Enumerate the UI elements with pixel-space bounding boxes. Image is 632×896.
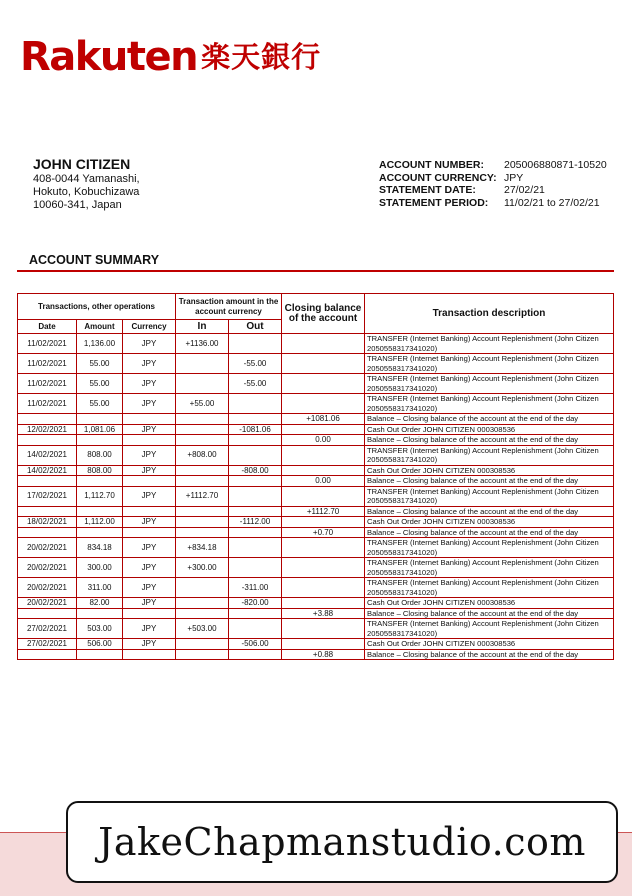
cell-closing-balance [282,334,365,354]
table-row [18,414,614,425]
cell-amount: 506.00 [77,639,123,650]
cell-in [176,354,229,374]
statement-period-label: STATEMENT PERIOD: [379,196,489,209]
cell-out: -820.00 [229,598,282,609]
date-header: Date [18,320,77,334]
cell-amount [77,435,123,446]
cell-out: -55.00 [229,374,282,394]
table-row [18,506,614,517]
cell-out: -55.00 [229,354,282,374]
cell-out [229,649,282,660]
table-row [18,486,614,506]
cell-date: 14/02/2021 [18,465,77,476]
cell-closing-balance [282,424,365,435]
in-header: In [176,320,229,334]
cell-out [229,476,282,487]
cell-in: +503.00 [176,619,229,639]
cell-amount: 808.00 [77,445,123,465]
cell-in: +300.00 [176,558,229,578]
cell-closing-balance: 0.00 [282,435,365,446]
cell-amount: 311.00 [77,578,123,598]
cell-closing-balance: +1112.70 [282,506,365,517]
cell-date [18,435,77,446]
table-row [18,538,614,558]
statement-date-value: 27/02/21 [504,184,545,196]
cell-closing-balance [282,465,365,476]
cell-in: +834.18 [176,538,229,558]
cell-date: 11/02/2021 [18,354,77,374]
cell-closing-balance [282,619,365,639]
cell-closing-balance [282,394,365,414]
cell-date: 20/02/2021 [18,578,77,598]
cell-description: Cash Out Order JOHN CITIZEN 000308536 [365,424,614,435]
cell-description: TRANSFER (Internet Banking) Account Replenishment (John Citizen 2050558317341020) [365,538,614,558]
account-number-label: ACCOUNT NUMBER: [379,159,484,171]
cell-amount [77,476,123,487]
cell-currency [123,527,176,538]
table-row [18,476,614,487]
cell-date: 11/02/2021 [18,394,77,414]
cell-in [176,639,229,650]
holder-name: JOHN CITIZEN [33,156,131,172]
cell-out [229,435,282,446]
cell-date: 12/02/2021 [18,424,77,435]
cell-in [176,608,229,619]
cell-amount: 1,112.70 [77,486,123,506]
cell-amount: 82.00 [77,598,123,609]
cell-in [176,517,229,528]
cell-date: 20/02/2021 [18,598,77,609]
cell-closing-balance: +1081.06 [282,414,365,425]
holder-address-line: 10060-341, Japan [33,199,122,211]
cell-currency: JPY [123,558,176,578]
cell-date: 11/02/2021 [18,334,77,354]
account-currency-value: JPY [504,171,524,184]
cell-closing-balance [282,639,365,650]
cell-currency: JPY [123,598,176,609]
cell-closing-balance [282,517,365,528]
cell-date: 14/02/2021 [18,445,77,465]
cell-date: 27/02/2021 [18,639,77,650]
cell-out: -506.00 [229,639,282,650]
cell-in [176,374,229,394]
out-header: Out [229,320,282,334]
cell-currency: JPY [123,334,176,354]
cell-out [229,538,282,558]
holder-address-line: 408-0044 Yamanashi, [33,173,140,185]
cell-closing-balance [282,538,365,558]
account-holder-block [33,156,140,212]
table-row [18,517,614,528]
cell-in: +1112.70 [176,486,229,506]
cell-closing-balance [282,558,365,578]
cell-out: -311.00 [229,578,282,598]
cell-currency [123,476,176,487]
cell-date: 18/02/2021 [18,517,77,528]
cell-in [176,424,229,435]
cell-date: 27/02/2021 [18,619,77,639]
cell-out: -1112.00 [229,517,282,528]
cell-description: TRANSFER (Internet Banking) Account Replenishment (John Citizen 2050558317341020) [365,558,614,578]
account-info-block [379,159,607,209]
cell-amount [77,608,123,619]
cell-in [176,578,229,598]
cell-date [18,608,77,619]
cell-amount [77,414,123,425]
cell-closing-balance: 0.00 [282,476,365,487]
cell-closing-balance: +0.88 [282,649,365,660]
cell-date [18,476,77,487]
table-row [18,527,614,538]
table-row [18,608,614,619]
cell-closing-balance [282,354,365,374]
cell-date [18,414,77,425]
cell-amount: 1,081.06 [77,424,123,435]
cell-currency: JPY [123,578,176,598]
cell-date [18,527,77,538]
holder-address-line: Hokuto, Kobuchizawa [33,186,140,198]
cell-amount: 55.00 [77,394,123,414]
cell-description: Balance – Closing balance of the account at the end of the day [365,414,614,425]
cell-out [229,619,282,639]
account-summary-title: ACCOUNT SUMMARY [29,253,160,267]
cell-in: +808.00 [176,445,229,465]
cell-description: TRANSFER (Internet Banking) Account Replenishment (John Citizen 2050558317341020) [365,354,614,374]
cell-out [229,394,282,414]
cell-description: Balance – Closing balance of the account at the end of the day [365,435,614,446]
cell-description: Cash Out Order JOHN CITIZEN 000308536 [365,639,614,650]
cell-in [176,465,229,476]
cell-out [229,527,282,538]
cell-closing-balance [282,598,365,609]
cell-currency [123,414,176,425]
transactions-group-header: Transactions, other operations [18,294,176,320]
cell-amount: 1,112.00 [77,517,123,528]
cell-currency: JPY [123,639,176,650]
cell-description: Balance – Closing balance of the account at the end of the day [365,506,614,517]
cell-currency [123,435,176,446]
cell-out: -1081.06 [229,424,282,435]
cell-description: Balance – Closing balance of the account at the end of the day [365,608,614,619]
cell-currency [123,649,176,660]
amount-group-header: Transaction amount in the account currency [176,294,282,320]
transactions-body [18,334,614,660]
bank-logo [20,34,321,80]
cell-amount [77,527,123,538]
cell-amount: 55.00 [77,374,123,394]
cell-in: +1136.00 [176,334,229,354]
cell-in [176,527,229,538]
statement-period-value: 11/02/21 to 27/02/21 [504,196,600,209]
table-row [18,619,614,639]
cell-closing-balance [282,486,365,506]
table-row [18,649,614,660]
cell-closing-balance [282,374,365,394]
cell-currency: JPY [123,445,176,465]
table-row [18,354,614,374]
transactions-table [17,293,614,660]
cell-out [229,608,282,619]
cell-description: TRANSFER (Internet Banking) Account Replenishment (John Citizen 2050558317341020) [365,486,614,506]
cell-in [176,649,229,660]
summary-divider [17,270,614,272]
cell-in [176,435,229,446]
logo-latin-text: Rakuten [20,34,198,80]
table-row [18,374,614,394]
cell-description: TRANSFER (Internet Banking) Account Replenishment (John Citizen 2050558317341020) [365,374,614,394]
account-currency-label: ACCOUNT CURRENCY: [379,171,497,184]
table-row [18,445,614,465]
cell-description: Cash Out Order JOHN CITIZEN 000308536 [365,598,614,609]
cell-amount: 503.00 [77,619,123,639]
cell-description: TRANSFER (Internet Banking) Account Replenishment (John Citizen 2050558317341020) [365,578,614,598]
table-row [18,435,614,446]
cell-description: TRANSFER (Internet Banking) Account Replenishment (John Citizen 2050558317341020) [365,334,614,354]
cell-currency: JPY [123,374,176,394]
amount-header: Amount [77,320,123,334]
cell-out [229,558,282,578]
cell-out [229,486,282,506]
cell-amount [77,506,123,517]
cell-date: 20/02/2021 [18,558,77,578]
cell-amount: 1,136.00 [77,334,123,354]
cell-description: Balance – Closing balance of the account at the end of the day [365,649,614,660]
cell-closing-balance [282,578,365,598]
statement-date-label: STATEMENT DATE: [379,184,476,196]
closing-balance-header: Closing balance of the account [282,294,365,334]
cell-currency: JPY [123,619,176,639]
logo-japanese-text: 楽天銀行 [201,40,322,74]
table-row [18,465,614,476]
account-currency-row [379,172,607,185]
cell-description: Cash Out Order JOHN CITIZEN 000308536 [365,517,614,528]
cell-out [229,445,282,465]
cell-currency: JPY [123,354,176,374]
cell-currency: JPY [123,394,176,414]
table-row [18,334,614,354]
cell-in [176,598,229,609]
cell-description: TRANSFER (Internet Banking) Account Replenishment (John Citizen 2050558317341020) [365,445,614,465]
cell-currency: JPY [123,538,176,558]
cell-description: TRANSFER (Internet Banking) Account Replenishment (John Citizen 2050558317341020) [365,394,614,414]
table-row [18,558,614,578]
cell-currency: JPY [123,424,176,435]
account-number-row [379,159,607,172]
cell-date: 11/02/2021 [18,374,77,394]
cell-currency: JPY [123,486,176,506]
cell-out [229,334,282,354]
statement-period-row [379,197,607,210]
cell-amount: 834.18 [77,538,123,558]
cell-out [229,414,282,425]
cell-in [176,476,229,487]
cell-in: +55.00 [176,394,229,414]
watermark-text: JakeChapmanstudio.com [98,820,586,864]
description-header: Transaction description [365,294,614,334]
cell-currency: JPY [123,517,176,528]
watermark-box [66,801,618,883]
cell-description: Cash Out Order JOHN CITIZEN 000308536 [365,465,614,476]
cell-date [18,649,77,660]
cell-description: Balance – Closing balance of the account at the end of the day [365,476,614,487]
table-row [18,598,614,609]
cell-currency [123,506,176,517]
table-row [18,639,614,650]
cell-in [176,506,229,517]
cell-date: 17/02/2021 [18,486,77,506]
table-row [18,578,614,598]
cell-amount: 808.00 [77,465,123,476]
table-row [18,424,614,435]
cell-out: -808.00 [229,465,282,476]
cell-currency [123,608,176,619]
cell-in [176,414,229,425]
cell-date [18,506,77,517]
cell-closing-balance [282,445,365,465]
cell-date: 20/02/2021 [18,538,77,558]
statement-date-row [379,184,607,197]
cell-amount: 55.00 [77,354,123,374]
cell-out [229,506,282,517]
account-number-value: 205006880871-10520 [504,159,607,171]
cell-description: TRANSFER (Internet Banking) Account Replenishment (John Citizen 2050558317341020) [365,619,614,639]
cell-closing-balance: +0.70 [282,527,365,538]
cell-closing-balance: +3.88 [282,608,365,619]
cell-amount [77,649,123,660]
table-row [18,394,614,414]
cell-currency: JPY [123,465,176,476]
cell-amount: 300.00 [77,558,123,578]
currency-header: Currency [123,320,176,334]
cell-description: Balance – Closing balance of the account at the end of the day [365,527,614,538]
